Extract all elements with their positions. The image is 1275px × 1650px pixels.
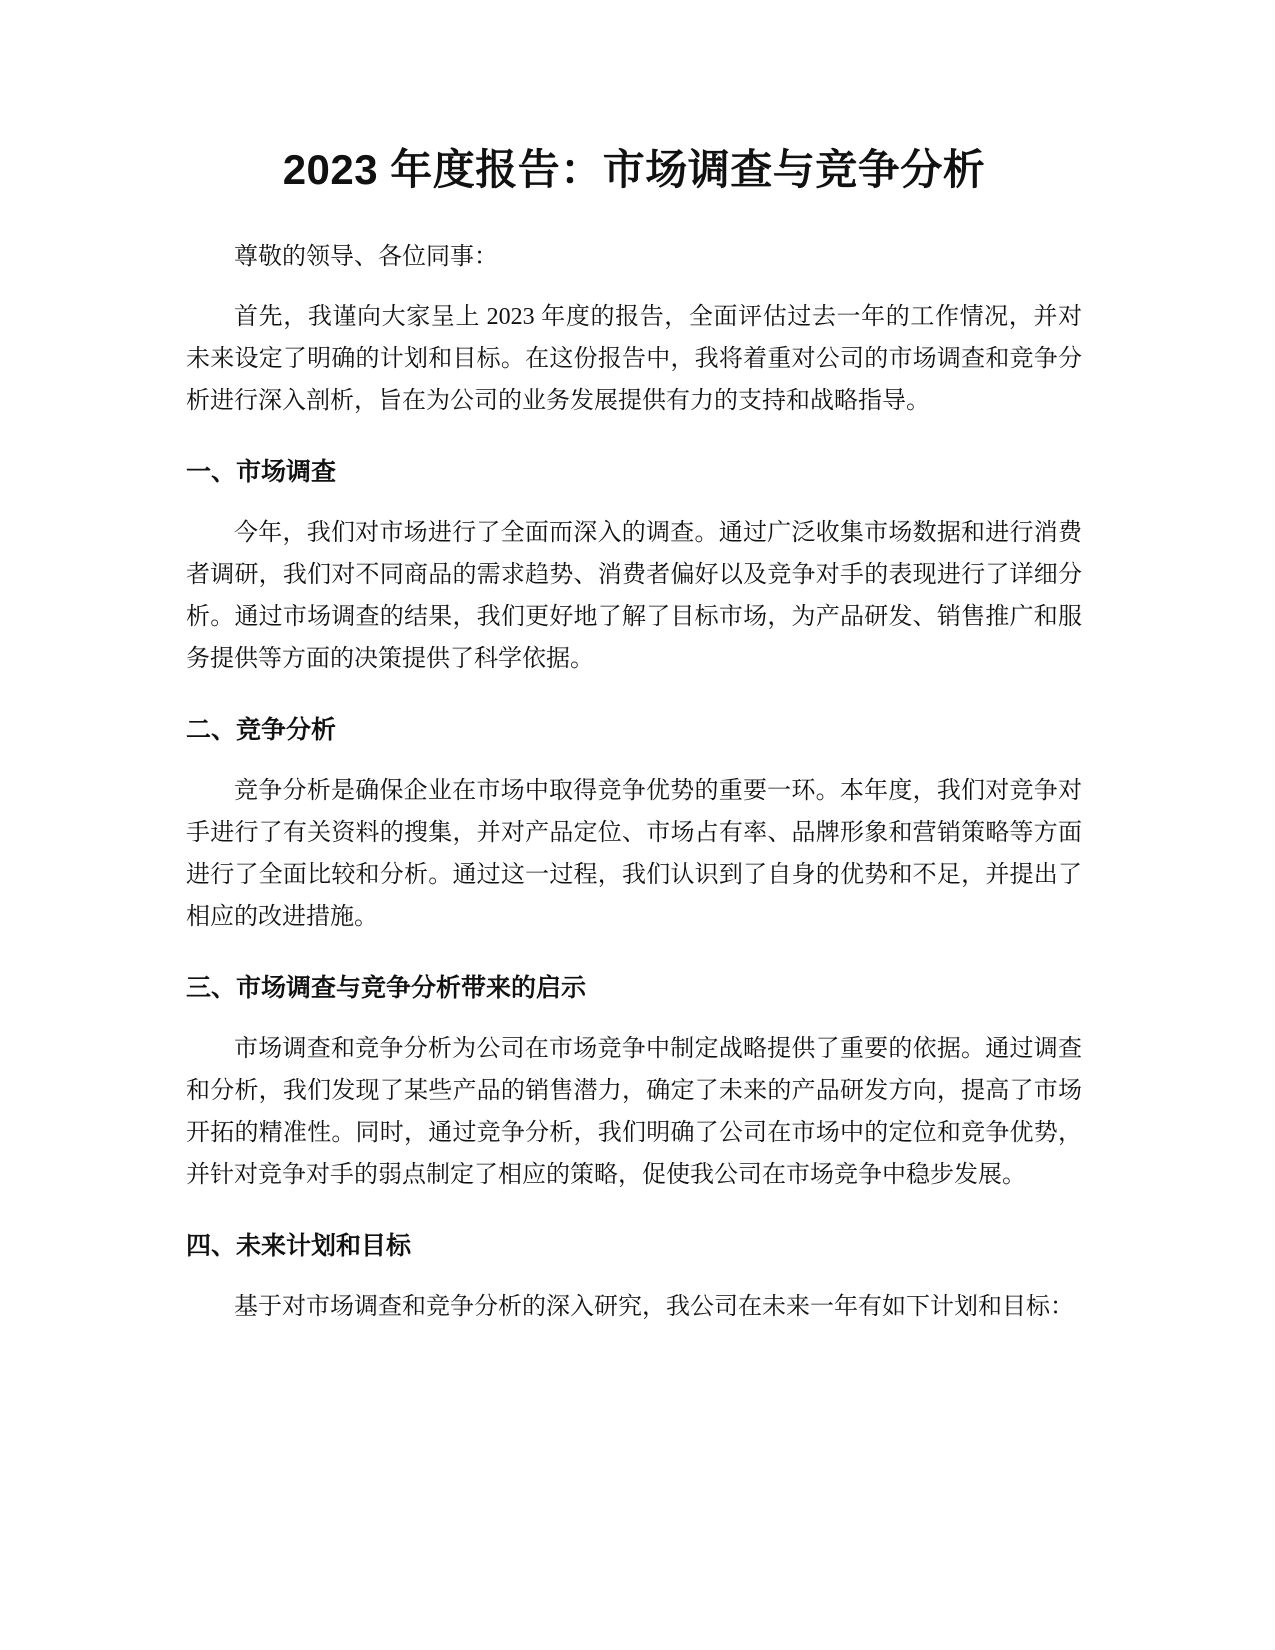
section-heading-competition-analysis: 二、竞争分析	[186, 716, 337, 744]
document-title: 2023 年度报告：市场调查与竞争分析	[282, 146, 986, 193]
document-page	[186, 140, 1082, 1348]
section-heading-future-plans: 四、未来计划和目标	[186, 1232, 412, 1260]
section-body-market-research: 今年，我们对市场进行了全面而深入的调查。通过广泛收集市场数据和进行消费者调研，我们对不同商品的需求趋势、消费者偏好以及竞争对手的表现进行了详细分析。通过市场调查的结果，我们更好地了解了目标市场，为产品研发、销售推广和服务提供等方面的决策提供了科学依据。	[186, 520, 1082, 672]
section-body-insights: 市场调查和竞争分析为公司在市场竞争中制定战略提供了重要的依据。通过调查和分析，我们发现了某些产品的销售潜力，确定了未来的产品研发方向，提高了市场开拓的精准性。同时，通过竞争分析，我们明确了公司在市场中的定位和竞争优势，并针对竞争对手的弱点制定了相应的策略，促使我公司在市场竞争中稳步发展。	[186, 1036, 1082, 1188]
section-body-future-plans: 基于对市场调查和竞争分析的深入研究，我公司在未来一年有如下计划和目标：	[234, 1294, 1074, 1320]
section-heading-insights: 三、市场调查与竞争分析带来的启示	[186, 974, 587, 1002]
section-body-competition-analysis: 竞争分析是确保企业在市场中取得竞争优势的重要一环。本年度，我们对竞争对手进行了有关资料的搜集，并对产品定位、市场占有率、品牌形象和营销策略等方面进行了全面比较和分析。通过这一过程，我们认识到了自身的优势和不足，并提出了相应的改进措施。	[186, 778, 1082, 930]
greeting-line: 尊敬的领导、各位同事：	[234, 244, 498, 270]
intro-paragraph: 首先，我谨向大家呈上 2023 年度的报告，全面评估过去一年的工作情况，并对未来设定了明确的计划和目标。在这份报告中，我将着重对公司的市场调查和竞争分析进行深入剖析，旨在为公司的业务发展提供有力的支持和战略指导。	[186, 304, 1082, 414]
section-heading-market-research: 一、市场调查	[186, 458, 337, 486]
